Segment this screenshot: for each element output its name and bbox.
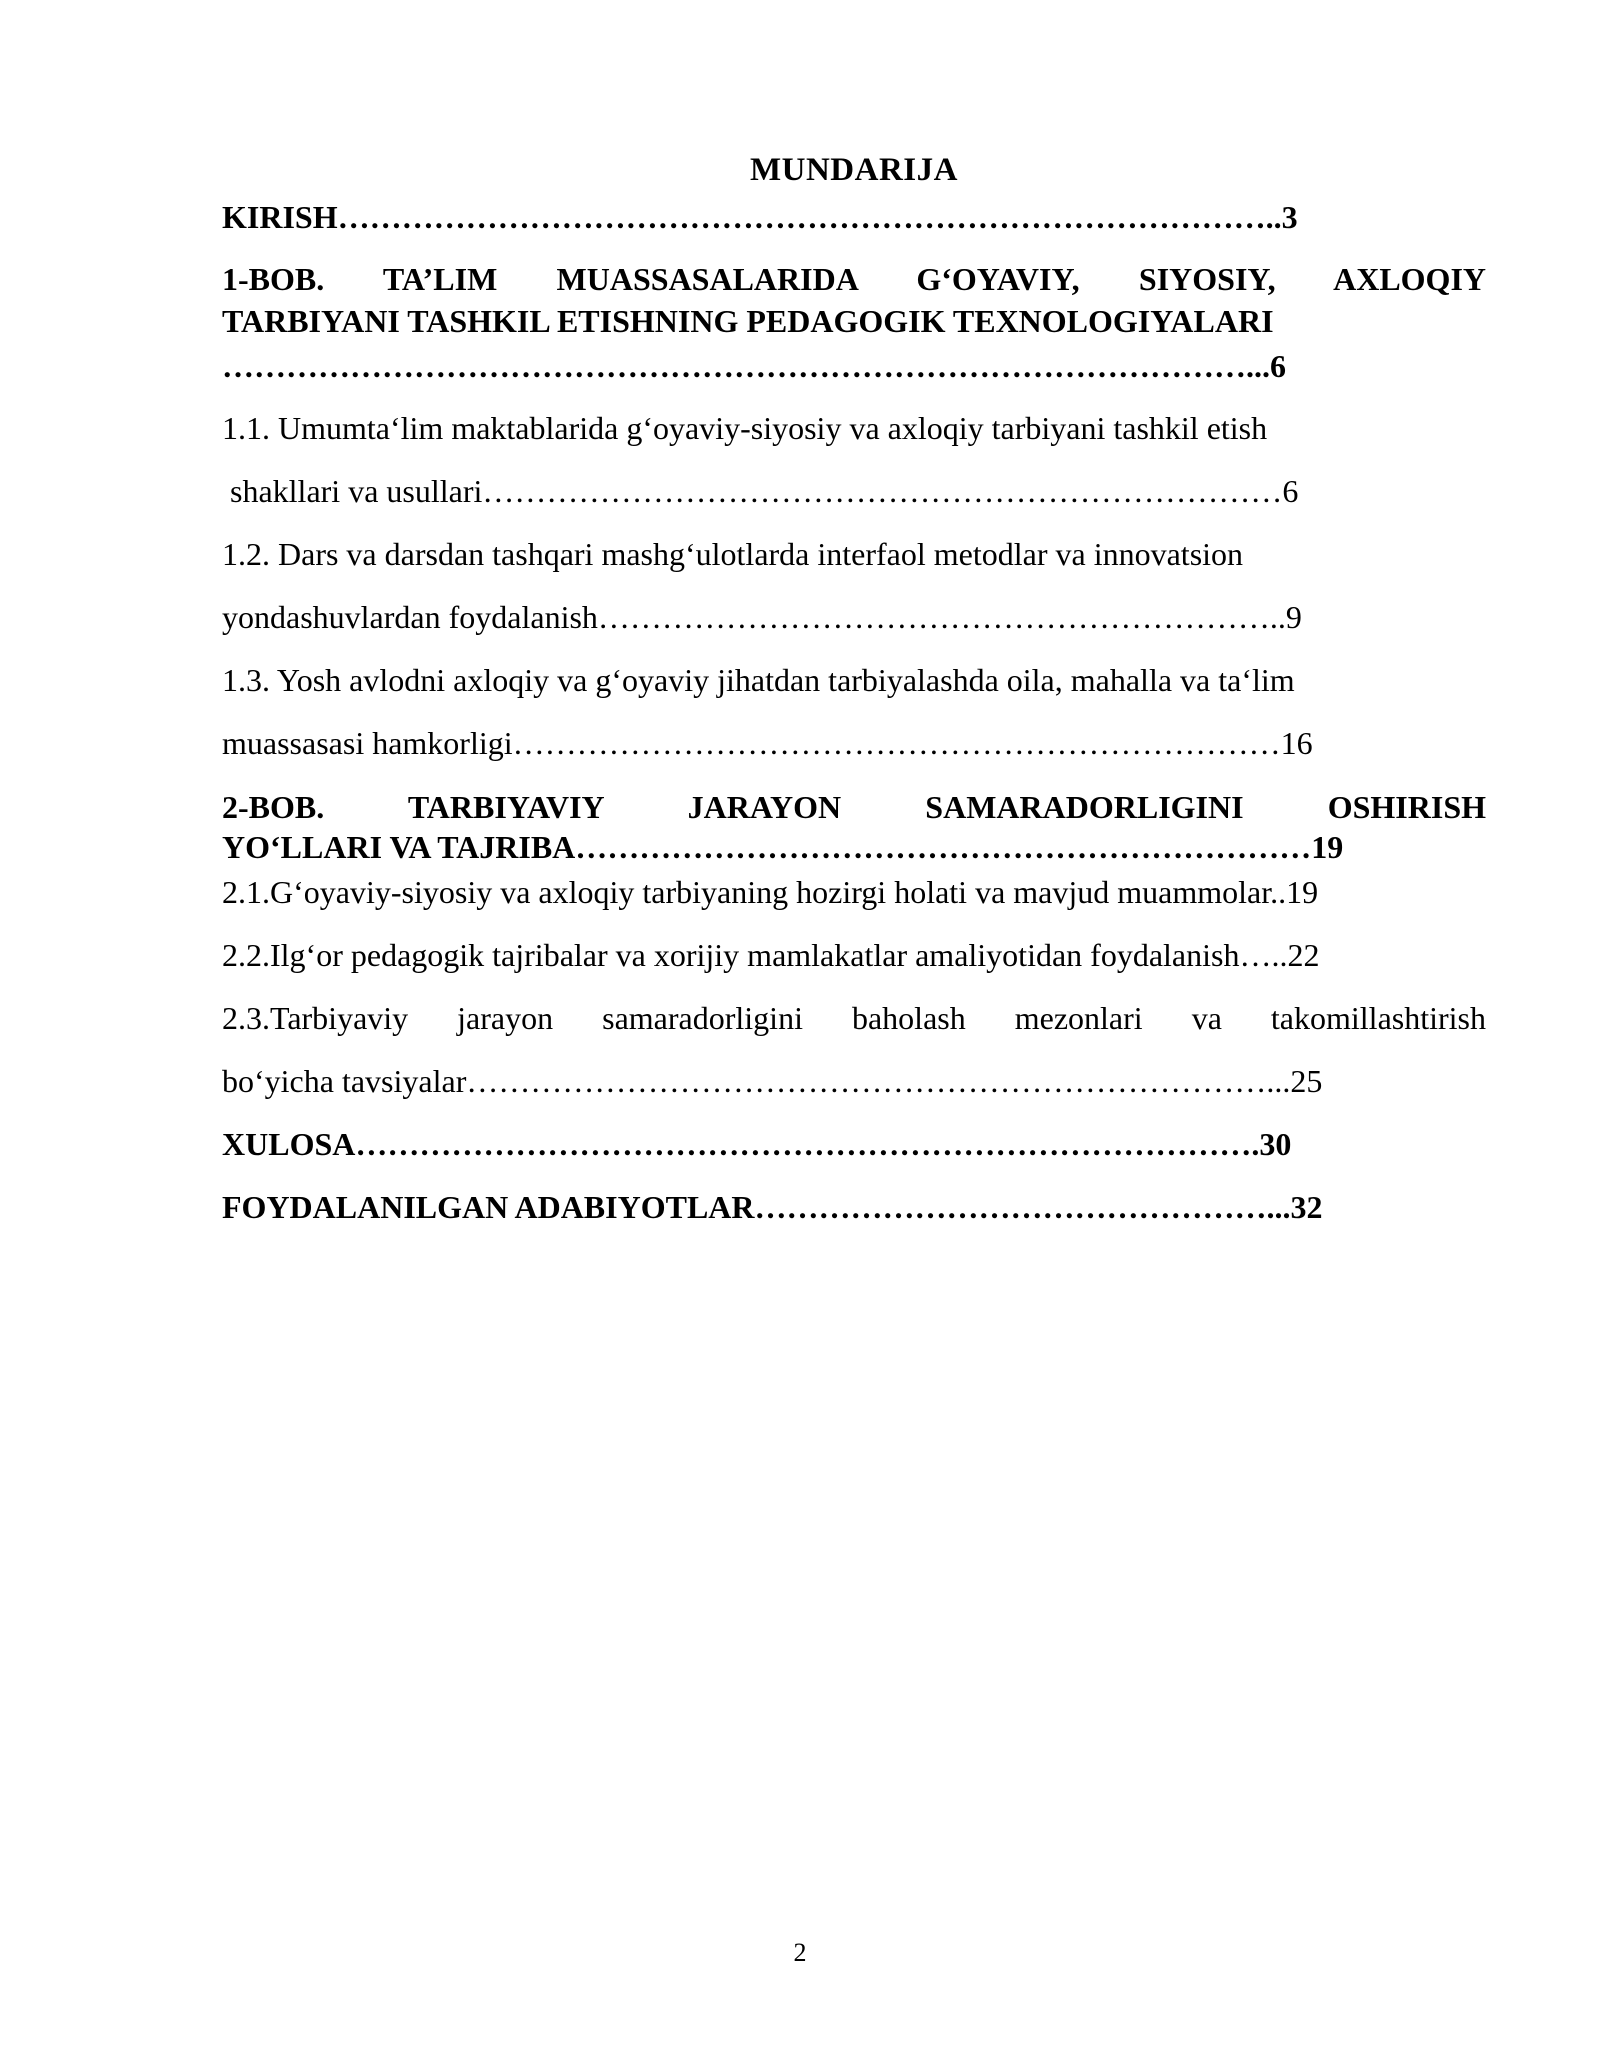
toc-entry-chapter-1-line-2: TARBIYANI TASHKIL ETISHNING PEDAGOGIK TEXNOLOGIYALARI (222, 303, 1274, 339)
toc-entry-section-1-2-line-1: 1.2. Dars va darsdan tashqari mashg‘ulotlarda interfaol metodlar va innovatsion (222, 536, 1244, 572)
toc-entry-chapter-2-line-2: YO‘LLARI VA TAJRIBA……………………………………………………………19 (222, 829, 1344, 865)
toc-entry-section-2-1: 2.1.G‘oyaviy-siyosiy va axloqiy tarbiyaning hozirgi holati va mavjud muammolar..19 (222, 874, 1319, 910)
toc-entry-kirish: KIRISH……………………………………………………………………………..3 (222, 199, 1298, 235)
toc-entry-section-2-2: 2.2.Ilg‘or pedagogik tajribalar va xorijiy mamlakatlar amaliyotidan foydalanish…..22 (222, 937, 1320, 973)
toc-entry-section-1-3-line-1: 1.3. Yosh avlodni axloqiy va g‘oyaviy jihatdan tarbiyalashda oila, mahalla va ta‘lim (222, 662, 1295, 698)
toc-entry-section-1-3-line-2: muassasasi hamkorligi………………………………………………………………16 (222, 725, 1313, 761)
toc-entry-section-1-1-line-1: 1.1. Umumta‘lim maktablarida g‘oyaviy-siyosiy va axloqiy tarbiyani tashkil etish (222, 410, 1268, 446)
toc-entry-section-1-2-line-2: yondashuvlardan foydalanish………………………………………………………..9 (222, 599, 1302, 635)
toc-entry-chapter-2-line-1: 2-BOB. TARBIYAVIY JARAYON SAMARADORLIGINI OSHIRISH (222, 789, 1486, 825)
toc-entry-foydalanilgan-adabiyotlar: FOYDALANILGAN ADABIYOTLAR…………………………………………...32 (222, 1189, 1323, 1225)
toc-entry-section-1-1-line-2: shakllari va usullari…………………………………………………………………6 (230, 473, 1299, 509)
toc-entry-section-2-3-line-1: 2.3.Tarbiyaviy jarayon samaradorligini baholash mezonlari va takomillashtirish (222, 1000, 1486, 1036)
page-number: 2 (793, 1938, 807, 1967)
toc-title: MUNDARIJA (750, 152, 958, 188)
toc-entry-xulosa: XULOSA………………………………………………………………………….30 (222, 1126, 1292, 1162)
toc-entry-chapter-1-line-1: 1-BOB. TA’LIM MUASSASALARIDA G‘OYAVIY, SIYOSIY, AXLOQIY (222, 261, 1486, 297)
toc-entry-chapter-1-line-3: ……………………………………………………………………………………...6 (222, 348, 1286, 384)
toc-entry-section-2-3-line-2: bo‘yicha tavsiyalar…………………………………………………………………...25 (222, 1063, 1323, 1099)
